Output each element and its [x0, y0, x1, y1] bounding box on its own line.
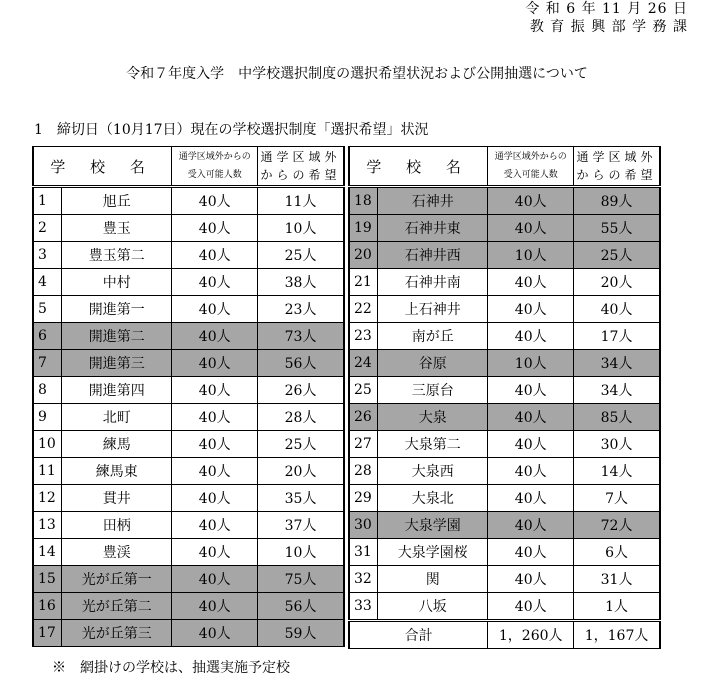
header-school-name: 学 校 名	[349, 147, 488, 187]
table-row	[33, 350, 344, 377]
table-row	[33, 485, 344, 512]
total-row	[349, 621, 660, 649]
school-name: 北町	[62, 404, 172, 431]
table-row	[33, 512, 344, 539]
capacity-cell: 40人	[488, 431, 574, 458]
requests-cell: 25人	[258, 242, 344, 269]
row-number: 27	[349, 431, 378, 458]
table-row	[349, 323, 660, 350]
table-row	[33, 404, 344, 431]
capacity-cell: 40人	[172, 323, 258, 350]
school-table-left	[32, 146, 345, 647]
table-row	[33, 242, 344, 269]
requests-cell: 72人	[574, 512, 660, 539]
school-name: 石神井	[378, 187, 488, 215]
row-number: 22	[349, 296, 378, 323]
school-name: 大泉第二	[378, 431, 488, 458]
row-number: 29	[349, 485, 378, 512]
school-name: 谷原	[378, 350, 488, 377]
school-table-right	[348, 146, 661, 649]
row-number: 32	[349, 566, 378, 593]
row-number: 17	[33, 620, 62, 647]
capacity-cell: 10人	[488, 350, 574, 377]
capacity-cell: 40人	[172, 242, 258, 269]
school-name: 光が丘第三	[62, 620, 172, 647]
requests-cell: 85人	[574, 404, 660, 431]
school-name: 石神井南	[378, 269, 488, 296]
row-number: 13	[33, 512, 62, 539]
header-capacity	[172, 147, 258, 187]
table-row	[349, 485, 660, 512]
school-name: 大泉北	[378, 485, 488, 512]
total-capacity: 1，260人	[488, 621, 574, 649]
header-block	[525, 0, 688, 36]
capacity-cell: 40人	[488, 593, 574, 621]
row-number: 14	[33, 539, 62, 566]
school-name: 南が丘	[378, 323, 488, 350]
table-row	[349, 404, 660, 431]
row-number: 15	[33, 566, 62, 593]
header-capacity	[488, 147, 574, 187]
capacity-cell: 40人	[488, 187, 574, 215]
table-header-row	[349, 147, 660, 187]
row-number: 24	[349, 350, 378, 377]
requests-cell: 20人	[574, 269, 660, 296]
row-number: 31	[349, 539, 378, 566]
table-row	[349, 593, 660, 621]
capacity-cell: 40人	[172, 458, 258, 485]
total-label: 合計	[349, 621, 488, 649]
document-title: 令和７年度入学 中学校選択制度の選択希望状況および公開抽選について	[126, 66, 588, 82]
requests-cell: 14人	[574, 458, 660, 485]
requests-cell: 40人	[574, 296, 660, 323]
capacity-cell: 40人	[488, 404, 574, 431]
capacity-cell: 40人	[488, 485, 574, 512]
header-school-name: 学 校 名	[33, 147, 172, 187]
row-number: 28	[349, 458, 378, 485]
row-number: 2	[33, 215, 62, 242]
school-name: 石神井西	[378, 242, 488, 269]
requests-cell: 10人	[258, 215, 344, 242]
school-name: 旭丘	[62, 187, 172, 215]
school-name: 大泉	[378, 404, 488, 431]
school-name: 豊玉第二	[62, 242, 172, 269]
table-row	[349, 431, 660, 458]
table-header-row	[33, 147, 344, 187]
row-number: 18	[349, 187, 378, 215]
row-number: 20	[349, 242, 378, 269]
school-name: 大泉学園桜	[378, 539, 488, 566]
row-number: 5	[33, 296, 62, 323]
school-name: 開進第二	[62, 323, 172, 350]
header-capacity-line1: 通学区域外からの	[178, 152, 251, 162]
requests-cell: 55人	[574, 215, 660, 242]
table-row	[349, 377, 660, 404]
requests-cell: 30人	[574, 431, 660, 458]
capacity-cell: 40人	[488, 296, 574, 323]
capacity-cell: 40人	[172, 620, 258, 647]
school-name: 八坂	[378, 593, 488, 621]
school-name: 光が丘第二	[62, 593, 172, 620]
capacity-cell: 40人	[172, 404, 258, 431]
table-row	[33, 269, 344, 296]
table-row	[33, 323, 344, 350]
capacity-cell: 40人	[488, 377, 574, 404]
total-requests: 1，167人	[574, 621, 660, 649]
requests-cell: 26人	[258, 377, 344, 404]
school-name: 中村	[62, 269, 172, 296]
school-name: 光が丘第一	[62, 566, 172, 593]
capacity-cell: 40人	[172, 431, 258, 458]
capacity-cell: 40人	[172, 269, 258, 296]
requests-cell: 28人	[258, 404, 344, 431]
requests-cell: 35人	[258, 485, 344, 512]
school-name: 大泉西	[378, 458, 488, 485]
header-requests-line1: 通学区域外	[260, 150, 341, 164]
capacity-cell: 40人	[172, 377, 258, 404]
row-number: 21	[349, 269, 378, 296]
row-number: 10	[33, 431, 62, 458]
table-row	[349, 458, 660, 485]
row-number: 33	[349, 593, 378, 621]
header-capacity-line1: 通学区域外からの	[494, 152, 567, 162]
header-capacity-line2: 受入可能人数	[187, 170, 242, 180]
header-capacity-line2: 受入可能人数	[503, 170, 558, 180]
requests-cell: 31人	[574, 566, 660, 593]
capacity-cell: 40人	[488, 512, 574, 539]
capacity-cell: 40人	[172, 512, 258, 539]
row-number: 19	[349, 215, 378, 242]
table-row	[349, 269, 660, 296]
school-name: 開進第四	[62, 377, 172, 404]
row-number: 23	[349, 323, 378, 350]
table-row	[349, 215, 660, 242]
requests-cell: 11人	[258, 187, 344, 215]
capacity-cell: 40人	[172, 485, 258, 512]
row-number: 30	[349, 512, 378, 539]
header-requests	[258, 147, 344, 187]
requests-cell: 56人	[258, 593, 344, 620]
table-row	[33, 377, 344, 404]
school-name: 石神井東	[378, 215, 488, 242]
capacity-cell: 40人	[488, 566, 574, 593]
requests-cell: 34人	[574, 350, 660, 377]
requests-cell: 73人	[258, 323, 344, 350]
school-name: 開進第一	[62, 296, 172, 323]
school-name: 田柄	[62, 512, 172, 539]
school-name: 貫井	[62, 485, 172, 512]
requests-cell: 20人	[258, 458, 344, 485]
table-row	[349, 566, 660, 593]
requests-cell: 59人	[258, 620, 344, 647]
requests-cell: 7人	[574, 485, 660, 512]
row-number: 25	[349, 377, 378, 404]
header-requests-line2: からの希望	[576, 168, 657, 182]
school-name: 上石神井	[378, 296, 488, 323]
header-requests-line1: 通学区域外	[576, 150, 657, 164]
requests-cell: 25人	[258, 431, 344, 458]
capacity-cell: 40人	[172, 215, 258, 242]
table-row	[33, 566, 344, 593]
school-name: 関	[378, 566, 488, 593]
requests-cell: 38人	[258, 269, 344, 296]
row-number: 3	[33, 242, 62, 269]
capacity-cell: 40人	[172, 593, 258, 620]
table-row	[349, 296, 660, 323]
table-row	[33, 539, 344, 566]
requests-cell: 6人	[574, 539, 660, 566]
header-requests-line2: からの希望	[260, 168, 341, 182]
requests-cell: 23人	[258, 296, 344, 323]
school-name: 豊渓	[62, 539, 172, 566]
table-row	[349, 187, 660, 215]
row-number: 11	[33, 458, 62, 485]
capacity-cell: 40人	[172, 187, 258, 215]
table-row	[349, 242, 660, 269]
capacity-cell: 40人	[488, 323, 574, 350]
capacity-cell: 40人	[172, 566, 258, 593]
row-number: 26	[349, 404, 378, 431]
footnote: ※ 網掛けの学校は、抽選実施予定校	[52, 660, 290, 676]
table-row	[33, 296, 344, 323]
capacity-cell: 40人	[172, 350, 258, 377]
row-number: 8	[33, 377, 62, 404]
section-heading: 1 締切日（10月17日）現在の学校選択制度「選択希望」状況	[34, 122, 429, 138]
school-name: 開進第三	[62, 350, 172, 377]
requests-cell: 1人	[574, 593, 660, 621]
school-name: 豊玉	[62, 215, 172, 242]
requests-cell: 17人	[574, 323, 660, 350]
capacity-cell: 10人	[488, 242, 574, 269]
requests-cell: 56人	[258, 350, 344, 377]
capacity-cell: 40人	[488, 458, 574, 485]
requests-cell: 10人	[258, 539, 344, 566]
table-row	[33, 215, 344, 242]
row-number: 12	[33, 485, 62, 512]
row-number: 16	[33, 593, 62, 620]
capacity-cell: 40人	[488, 215, 574, 242]
table-row	[349, 539, 660, 566]
capacity-cell: 40人	[172, 539, 258, 566]
table-row	[33, 593, 344, 620]
requests-cell: 75人	[258, 566, 344, 593]
table-row	[33, 187, 344, 215]
row-number: 4	[33, 269, 62, 296]
issue-date: 令 和 6 年 11 月 26 日	[525, 1, 688, 17]
school-name: 大泉学園	[378, 512, 488, 539]
row-number: 9	[33, 404, 62, 431]
capacity-cell: 40人	[488, 269, 574, 296]
requests-cell: 25人	[574, 242, 660, 269]
school-name: 三原台	[378, 377, 488, 404]
requests-cell: 37人	[258, 512, 344, 539]
capacity-cell: 40人	[488, 539, 574, 566]
row-number: 7	[33, 350, 62, 377]
table-row	[33, 431, 344, 458]
table-row	[33, 458, 344, 485]
header-requests	[574, 147, 660, 187]
table-row	[349, 512, 660, 539]
table-row	[33, 620, 344, 647]
table-row	[349, 350, 660, 377]
row-number: 6	[33, 323, 62, 350]
capacity-cell: 40人	[172, 296, 258, 323]
department-name: 教 育 振 興 部 学 務 課	[529, 19, 688, 35]
school-name: 練馬東	[62, 458, 172, 485]
school-name: 練馬	[62, 431, 172, 458]
requests-cell: 34人	[574, 377, 660, 404]
requests-cell: 89人	[574, 187, 660, 215]
row-number: 1	[33, 187, 62, 215]
